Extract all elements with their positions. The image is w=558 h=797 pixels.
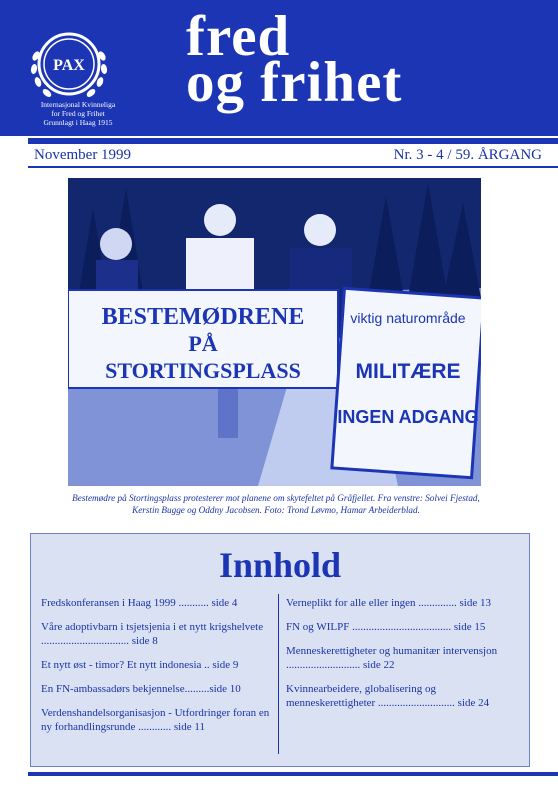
logo-line-1: Internasjonal Kvinneliga bbox=[40, 100, 116, 109]
sign-text-2: MILITÆRE bbox=[355, 360, 461, 383]
top-rule bbox=[28, 138, 558, 144]
banner-text-1: BESTEMØDRENE bbox=[101, 304, 305, 330]
table-of-contents bbox=[30, 533, 530, 767]
toc-heading: Innhold bbox=[218, 545, 342, 585]
cover-photo-illustration bbox=[68, 178, 481, 486]
title-line-2: og frihet bbox=[186, 51, 403, 114]
toc-entry: Verneplikt for alle eller ingen .............. side 13 bbox=[286, 597, 491, 609]
title-line-1: fred bbox=[186, 5, 291, 68]
svg-text:PAX: PAX bbox=[53, 57, 85, 74]
issue-number: Nr. 3 - 4 / 59. ÅRGANG bbox=[393, 147, 542, 163]
toc-right-column bbox=[286, 596, 518, 720]
photo-caption: Bestemødre på Stortingsplass protesterer mot planene om skytefeltet på Gråfjellet. Fra venstre: Solvei Fjestad, Kerstin Bugge og Oddny Jacobsen. Foto: Trond Løvmo, Hamar Arbeiderblad. bbox=[72, 493, 480, 515]
sign-text-3: INGEN ADGANG bbox=[337, 407, 479, 427]
toc-entry: En FN-ambassadørs bekjennelse.........side 10 bbox=[41, 683, 241, 695]
banner-text-2: PÅ bbox=[188, 331, 218, 356]
toc-entry: Kvinnearbeidere, globalisering og menneskerettigheter ............................ side 24 bbox=[286, 683, 490, 709]
toc-divider bbox=[278, 594, 279, 754]
sign-text-1: viktig naturområde bbox=[350, 310, 466, 326]
toc-entry: Menneskerettigheter og humanitær intervensjon ........................... side 22 bbox=[286, 645, 498, 671]
toc-entry: Verdenshandelsorganisasjon - Utfordringer foran en ny forhandlingsrunde ............ side 11 bbox=[41, 707, 270, 733]
masthead bbox=[0, 0, 558, 136]
issue-date: November 1999 bbox=[34, 147, 132, 163]
logo-line-3: Grunnlagt i Haag 1915 bbox=[43, 118, 113, 127]
magazine-title bbox=[186, 5, 403, 114]
cover-photo bbox=[68, 178, 481, 486]
banner-text-3: STORTINGSPLASS bbox=[105, 358, 301, 383]
toc-entry: Våre adoptivbarn i tsjetsjenia i et nytt krigshelvete ................................ side 8 bbox=[41, 621, 264, 647]
toc-entry: Et nytt øst - timor? Et nytt indonesia .. side 9 bbox=[41, 659, 239, 671]
logo-line-2: for Fred og Frihet bbox=[51, 109, 105, 118]
logo-caption bbox=[28, 100, 128, 127]
issue-rule bbox=[28, 166, 558, 168]
toc-left-column bbox=[41, 596, 277, 744]
bottom-rule bbox=[28, 772, 558, 776]
toc-entry: Fredskonferansen i Haag 1999 ........... side 4 bbox=[41, 597, 238, 609]
toc-entry: FN og WILPF .................................... side 15 bbox=[286, 621, 486, 633]
